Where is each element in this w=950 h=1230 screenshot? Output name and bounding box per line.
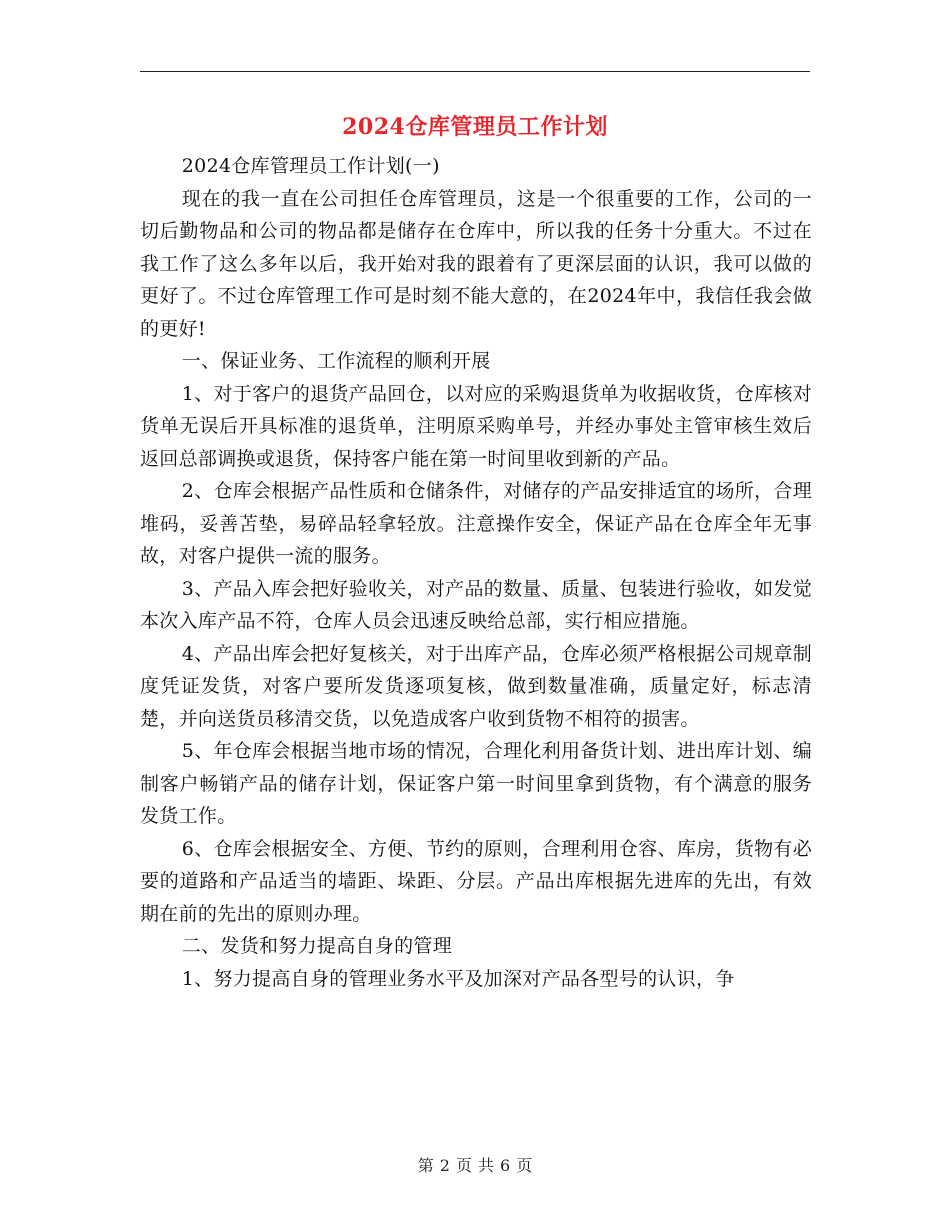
paragraph-item-2-1: 1、努力提高自身的管理业务水平及加深对产品各型号的认识，争 — [181, 967, 735, 990]
section-heading-2: 二、发货和努力提高自身的管理 — [181, 935, 452, 957]
paragraph-item-6: 6、仓库会根据安全、方便、节约的原则，合理利用仓容、库房，货物有必要的道路和产品适当的墙距、垛距、分层。产品出库根据先进库的先出，有效期在前的先出的原则办理。 — [140, 837, 812, 925]
paragraph-item-3: 3、产品入库会把好验收关，对产品的数量、质量、包装进行验收，如发觉本次入库产品不符，仓库人员会迅速反映给总部，实行相应措施。 — [140, 577, 812, 632]
footer-prefix: 第 — [417, 1156, 434, 1175]
paragraph-subtitle: 2024仓库管理员工作计划(一) — [181, 155, 440, 177]
paragraph-item-1: 1、对于客户的退货产品回仓，以对应的采购退货单为收据收货，仓库核对货单无误后开具标准的退货单，注明原采购单号，并经办事处主管审核生效后返回总部调换或退货，保持客户能在第一时间里收到新的产品。 — [140, 382, 812, 470]
footer-page-number: 2 — [439, 1156, 450, 1175]
document-title: 2024仓库管理员工作计划 — [342, 114, 608, 140]
paragraph-item-2: 2、仓库会根据产品性质和仓储条件，对储存的产品安排适宜的场所，合理堆码，妥善苫垫，易碎品轻拿轻放。注意操作安全，保证产品在仓库全年无事故，对客户提供一流的服务。 — [140, 480, 812, 567]
document-body — [140, 150, 812, 995]
section-heading-1: 一、保证业务、工作流程的顺利开展 — [181, 350, 491, 372]
paragraph-item-4: 4、产品出库会把好复核关，对于出库产品，仓库必须严格根据公司规章制度凭证发货，对客户要所发货逐项复核，做到数量准确，质量定好，标志清楚，并向送货员移清交货，以免造成客户收到货物不相符的损害。 — [140, 642, 812, 730]
footer-page-word: 页 — [455, 1156, 472, 1175]
footer-total-pages: 6 — [500, 1156, 511, 1175]
page-footer — [0, 1153, 950, 1176]
footer-suffix: 页 — [516, 1156, 533, 1175]
paragraph-intro: 现在的我一直在公司担任仓库管理员，这是一个很重要的工作，公司的一切后勤物品和公司的物品都是储存在仓库中，所以我的任务十分重大。不过在我工作了这么多年以后，我开始对我的跟着有了更深层面的认识，我可以做的更好了。不过仓库管理工作可是时刻不能大意的，在2024年中，我信任我会做的更好! — [140, 187, 812, 340]
paragraph-item-5: 5、年仓库会根据当地市场的情况，合理化利用备货计划、进出库计划、编制客户畅销产品的储存计划，保证客户第一时间里拿到货物，有个满意的服务发货工作。 — [140, 740, 812, 827]
footer-total-word: 共 — [478, 1156, 495, 1175]
header-rule — [140, 71, 810, 72]
